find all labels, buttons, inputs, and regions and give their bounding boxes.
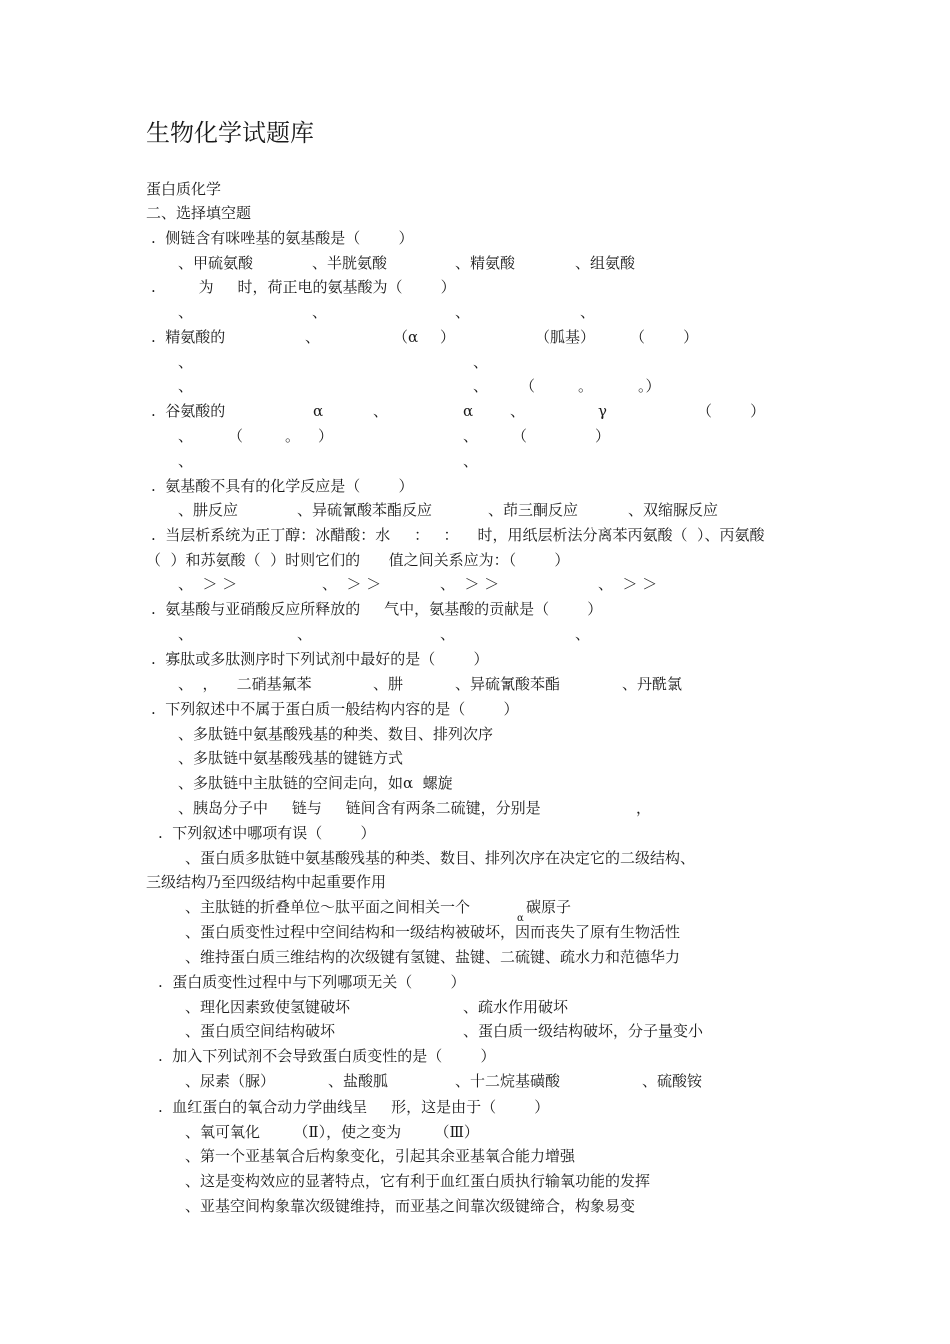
text-segment: 、 xyxy=(312,303,328,321)
text-segment: 、亚基空间构象靠次级键维持，而亚基之间靠次级键缔合，构象易变 xyxy=(185,1197,636,1215)
text-segment: 。 xyxy=(285,427,301,445)
text-segment: （胍基） xyxy=(535,328,596,346)
text-segment: （ xyxy=(512,427,528,445)
text-line xyxy=(0,697,950,721)
text-segment: 、半胱氨酸 xyxy=(312,254,388,272)
text-segment: 、蛋白质变性过程中空间结构和一级结构被破坏，因而丧失了原有生物活性 xyxy=(185,923,681,941)
text-line xyxy=(0,995,950,1019)
text-line xyxy=(0,1120,950,1144)
text-segment: α xyxy=(313,402,324,420)
text-segment: 、组氨酸 xyxy=(575,254,636,272)
text-segment: 、 ＞ ＞ xyxy=(598,575,658,593)
text-segment: 、蛋白质多肽链中氨基酸残基的种类、数目、排列次序在决定它的二级结构、 xyxy=(185,849,696,867)
text-segment: . 下列叙述中不属于蛋白质一般结构内容的是（ ） xyxy=(151,700,519,718)
text-segment: ， xyxy=(636,799,652,817)
text-segment: . 加入下列试剂不会导致蛋白质变性的是（ ） xyxy=(158,1047,496,1065)
text-line xyxy=(0,572,950,596)
text-line xyxy=(0,796,950,820)
text-segment: （ ）和苏氨酸（ ）时则它们的 值之间关系应为：（ ） xyxy=(146,551,570,569)
text-line xyxy=(0,746,950,770)
text-segment: 、疏水作用破坏 xyxy=(463,998,569,1016)
text-line xyxy=(0,970,950,994)
text-segment: . 谷氨酸的 xyxy=(151,402,226,420)
text-segment: （ ） xyxy=(630,328,699,346)
text-segment: 、 ＞ ＞ xyxy=(178,575,238,593)
text-segment: 、多肽链中主肽链的空间走向，如α 螺旋 xyxy=(178,774,453,792)
text-segment: γ xyxy=(598,402,607,420)
text-segment: . 氨基酸不具有的化学反应是（ ） xyxy=(151,477,414,495)
text-segment: 、肼 xyxy=(373,675,404,693)
text-segment: （ xyxy=(228,427,244,445)
text-line xyxy=(0,771,950,795)
text-segment: （ xyxy=(520,377,536,395)
text-segment: 、 xyxy=(178,427,194,445)
text-segment: 、丹酰氯 xyxy=(622,675,683,693)
text-line xyxy=(0,474,950,498)
text-segment: . 蛋白质变性过程中与下列哪项无关（ ） xyxy=(158,973,466,991)
text-segment: . 为 时，荷正电的氨基酸为（ ） xyxy=(151,278,456,296)
text-line xyxy=(0,597,950,621)
text-line xyxy=(0,449,950,473)
text-segment: 、十二烷基磺酸 xyxy=(455,1072,561,1090)
text-segment: 、这是变构效应的显著特点，它有利于血红蛋白质执行输氧功能的发挥 xyxy=(185,1172,651,1190)
text-line xyxy=(0,251,950,275)
text-segment: . 精氨酸的 xyxy=(151,328,226,346)
text-segment: 、 xyxy=(463,427,479,445)
text-segment: 、蛋白质空间结构破坏 xyxy=(185,1022,336,1040)
text-segment: 、 xyxy=(455,303,471,321)
text-line xyxy=(0,1044,950,1068)
text-segment: 、 xyxy=(178,625,194,643)
text-segment: . 寡肽或多肽测序时下列试剂中最好的是（ ） xyxy=(151,650,489,668)
text-line xyxy=(0,622,950,646)
text-line xyxy=(0,1019,950,1043)
text-line xyxy=(0,647,950,671)
text-line xyxy=(0,1069,950,1093)
text-segment: 、 xyxy=(373,402,389,420)
text-line xyxy=(0,325,950,349)
text-segment: . 氨基酸与亚硝酸反应所释放的 气中，氨基酸的贡献是（ ） xyxy=(151,600,603,618)
text-segment: 、 ， 二硝基氟苯 xyxy=(178,675,312,693)
text-line xyxy=(0,523,950,547)
text-segment: . 当层析系统为正丁醇：冰醋酸：水 ： ： 时，用纸层析法分离苯丙氨酸（ ）、丙氨酸 xyxy=(151,526,765,544)
text-line xyxy=(0,498,950,522)
text-line xyxy=(0,300,950,324)
page-title: 生物化学试题库 xyxy=(146,119,314,147)
text-segment: α xyxy=(463,402,474,420)
subscript-alpha: α xyxy=(517,913,524,924)
text-line xyxy=(0,846,950,870)
text-segment: 、多肽链中氨基酸残基的键链方式 xyxy=(178,749,404,767)
text-line xyxy=(0,870,950,894)
text-line xyxy=(0,1144,950,1168)
text-segment: 、 xyxy=(463,452,479,470)
text-segment: 、 xyxy=(178,353,194,371)
text-segment: ） xyxy=(440,328,456,346)
text-segment: （α xyxy=(393,328,419,346)
text-segment: （ ） xyxy=(697,402,766,420)
text-line xyxy=(0,1194,950,1218)
text-line xyxy=(0,548,950,572)
text-line xyxy=(0,226,950,250)
text-line xyxy=(0,1169,950,1193)
text-line xyxy=(0,374,950,398)
text-segment: 碳原子 xyxy=(526,898,572,916)
text-line xyxy=(0,399,950,423)
text-segment: 、第一个亚基氧合后构象变化，引起其余亚基氧合能力增强 xyxy=(185,1147,576,1165)
text-segment: 、 ＞ ＞ xyxy=(440,575,500,593)
text-segment: 、甲硫氨酸 xyxy=(178,254,254,272)
text-segment: ） xyxy=(318,427,334,445)
text-line xyxy=(0,350,950,374)
text-segment: 、双缩脲反应 xyxy=(628,501,719,519)
text-segment: 、主肽链的折叠单位～肽平面之间相关一个 xyxy=(185,898,471,916)
text-line xyxy=(0,722,950,746)
text-line xyxy=(0,1095,950,1119)
text-line xyxy=(0,424,950,448)
text-segment: 、 xyxy=(305,328,321,346)
text-segment: 、 xyxy=(178,452,194,470)
text-segment: 、多肽链中氨基酸残基的种类、数目、排列次序 xyxy=(178,725,494,743)
text-segment: . 血红蛋白的氧合动力学曲线呈 形，这是由于（ ） xyxy=(158,1098,550,1116)
text-segment: 、盐酸胍 xyxy=(328,1072,389,1090)
text-segment: 、 ＞ ＞ xyxy=(322,575,382,593)
text-segment: 、 xyxy=(178,377,194,395)
text-line xyxy=(0,895,950,919)
text-segment: 三级结构乃至四级结构中起重要作用 xyxy=(146,873,387,891)
section-heading: 二、选择填空题 xyxy=(146,204,252,222)
text-segment: 、 xyxy=(580,303,596,321)
chapter-heading: 蛋白质化学 xyxy=(146,180,222,198)
text-segment: 、胰岛分子中 链与 链间含有两条二硫键，分别是 xyxy=(178,799,541,817)
text-segment: 、肼反应 xyxy=(178,501,239,519)
text-segment: 、尿素（脲） xyxy=(185,1072,276,1090)
text-line xyxy=(0,920,950,944)
text-segment: 。 xyxy=(578,377,594,395)
text-segment: . 下列叙述中哪项有误（ ） xyxy=(158,824,376,842)
text-line xyxy=(0,945,950,969)
text-segment: 、 xyxy=(575,625,591,643)
text-segment: 、硫酸铵 xyxy=(642,1072,703,1090)
text-segment: 、维持蛋白质三维结构的次级键有氢键、盐键、二硫键、疏水力和范德华力 xyxy=(185,948,681,966)
text-line xyxy=(0,672,950,696)
text-segment: 、 xyxy=(440,625,456,643)
text-segment: . 侧链含有咪唑基的氨基酸是（ ） xyxy=(151,229,414,247)
text-segment: 、蛋白质一级结构破坏，分子量变小 xyxy=(463,1022,704,1040)
text-segment: 。） xyxy=(638,377,661,395)
text-segment: 、 xyxy=(473,377,489,395)
text-segment: ） xyxy=(595,427,611,445)
text-segment: 、茚三酮反应 xyxy=(488,501,579,519)
text-segment: 、异硫氰酸苯酯 xyxy=(455,675,561,693)
text-segment: 、氧可氧化 （Ⅱ），使之变为 （Ⅲ） xyxy=(185,1123,479,1141)
text-segment: 、 xyxy=(178,303,194,321)
text-segment: 、 xyxy=(297,625,313,643)
text-segment: 、异硫氰酸苯酯反应 xyxy=(297,501,433,519)
text-line xyxy=(0,275,950,299)
text-segment: 、理化因素致使氢键破坏 xyxy=(185,998,351,1016)
text-segment: 、 xyxy=(473,353,489,371)
text-line xyxy=(0,821,950,845)
text-segment: 、精氨酸 xyxy=(455,254,516,272)
text-segment: 、 xyxy=(510,402,526,420)
